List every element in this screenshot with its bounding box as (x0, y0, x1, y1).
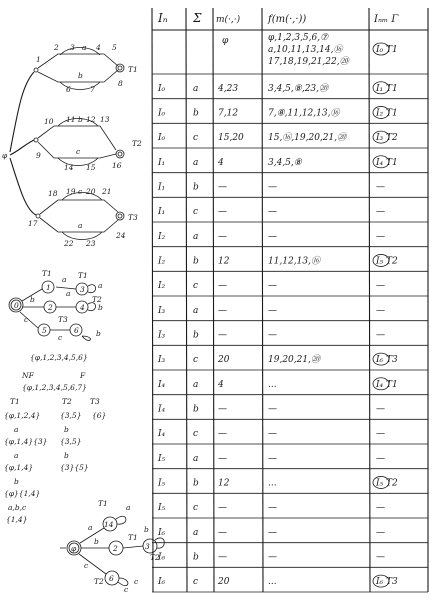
nfa-label: 21 (102, 187, 112, 196)
table-row (152, 207, 428, 222)
table-row (152, 182, 428, 197)
table-row (152, 378, 428, 395)
cell-sigma: c (193, 503, 199, 514)
nfa-node (34, 68, 38, 72)
dfa-diagram-2 (60, 499, 164, 594)
cell-sigma: a (193, 83, 199, 94)
cell-m: 12 (218, 256, 230, 267)
nfa-label: 7 (90, 85, 95, 94)
cell-in: I₄ (158, 429, 166, 440)
note-symbol: a,b,c (8, 503, 27, 512)
nfa-label: 4 (96, 43, 101, 52)
nfa-final-node (116, 212, 124, 220)
note-symbol: b (14, 477, 19, 486)
cell-sigma: b (193, 108, 199, 119)
cell-in: I₂ (158, 231, 166, 242)
cell-in: I₁ (158, 207, 166, 218)
dfa2-state-label: 6 (109, 574, 114, 583)
dfa2-label: T2 (150, 553, 160, 562)
cell-in: I₄ (158, 379, 166, 390)
nfa-t3-label: T3 (128, 213, 138, 222)
cell-in: I₆ (158, 577, 166, 588)
cell-f: — (268, 503, 277, 514)
note-set: {1,4} (6, 515, 28, 524)
cell-m: — (218, 207, 227, 218)
cell-sigma: c (193, 207, 199, 218)
dfa1-state-label: 4 (80, 303, 85, 312)
cell-f: ... (268, 577, 277, 588)
cell-in: I₃ (158, 330, 166, 341)
dfa2-label: c (84, 561, 89, 570)
note-symbol: b (64, 451, 69, 460)
dfa1-label: T3 (58, 315, 68, 324)
dfa1-state-label: 5 (42, 326, 47, 335)
col-line-3 (262, 8, 263, 592)
cell-m: 4 (218, 157, 224, 168)
table-row-initial (222, 33, 398, 67)
initial-f-line-2: a,10,11,13,14,⑯ (268, 45, 343, 55)
nfa-label: 5 (112, 43, 117, 52)
cell-f: — (268, 182, 277, 193)
cell-m: — (218, 404, 227, 415)
cell-sigma: a (193, 379, 199, 390)
table-row (152, 131, 428, 148)
table-row (152, 82, 428, 99)
dfa-diagram-1 (9, 269, 103, 342)
cell-f: — (268, 552, 277, 563)
nfa-final-node (116, 64, 124, 72)
table-row (152, 156, 428, 173)
cell-imt: — (376, 527, 385, 538)
nfa-t1-label: T1 (128, 65, 138, 74)
dfa2-label: T2 (94, 577, 104, 586)
nfa-branch-bot (10, 158, 36, 215)
cell-f: 3,4,5,⑧,23,⑳ (268, 83, 329, 94)
table-row (152, 306, 428, 321)
cell-in: I₂ (158, 256, 166, 267)
initial-f-line-1: φ,1,2,3,5,6,⑦ (268, 33, 329, 43)
note-symbol: a (14, 425, 19, 434)
cell-m: — (218, 453, 227, 464)
nfa-top-component (34, 43, 138, 94)
cell-f: — (268, 330, 277, 341)
dfa2-state-label: 14 (104, 520, 114, 529)
table-rows (152, 74, 428, 592)
cell-imt: I₆ T3 (376, 355, 398, 366)
nfa-node (36, 214, 40, 218)
header-m: m(·,·) (216, 15, 241, 25)
nfa-label: b (78, 115, 83, 124)
cell-m: 4 (218, 379, 224, 390)
nfa-label: 2 (54, 43, 59, 52)
table-row (152, 353, 428, 370)
dfa1-label: T1 (78, 271, 88, 280)
nfa-label: 19 (66, 187, 76, 196)
cell-f: — (268, 231, 277, 242)
dfa1-state-label: 1 (46, 283, 51, 292)
cell-in: I₂ (158, 281, 166, 292)
note-set: {φ,1,4}{3} (4, 437, 48, 446)
dfa1-label: b (96, 329, 101, 338)
dfa1-state-label: 0 (14, 301, 19, 310)
cell-m: 12 (218, 478, 230, 489)
cell-f: — (268, 453, 277, 464)
cell-f: 19,20,21,⑳ (268, 355, 320, 366)
dfa2-state-label: 3 (145, 542, 150, 551)
nfa-label: 8 (118, 79, 123, 88)
cell-sigma: b (193, 182, 199, 193)
cell-in: I₄ (158, 404, 166, 415)
cell-m: — (218, 281, 227, 292)
cell-sigma: a (193, 231, 199, 242)
cell-m: — (218, 552, 227, 563)
cell-sigma: c (193, 355, 199, 366)
cell-f: 15,⑯,19,20,21,⑳ (268, 133, 347, 144)
note-set: {φ}{1,4} (4, 489, 41, 498)
cell-m: — (218, 231, 227, 242)
nfa-label: 16 (112, 161, 122, 170)
nfa-mid-component (34, 115, 142, 172)
dfa1-state-label: 3 (80, 285, 85, 294)
table-row (152, 575, 428, 592)
cell-imt: I₅ T2 (376, 478, 398, 489)
nfa-bot-component (28, 187, 138, 248)
transition-table (152, 8, 428, 592)
note-set: {6} (92, 411, 107, 420)
dfa1-label: T2 (92, 295, 102, 304)
cell-f: ... (268, 379, 277, 390)
nfa-label: 18 (48, 189, 58, 198)
nfa-final-node (116, 150, 124, 158)
cell-in: I₅ (158, 453, 166, 464)
col-line-4 (369, 8, 370, 592)
initial-f-line-3: 17,18,19,21,22,⑳ (268, 57, 349, 67)
cell-sigma: c (193, 429, 199, 440)
partition-notes (4, 353, 106, 524)
nfa-label: c (78, 187, 83, 196)
cell-sigma: a (193, 157, 199, 168)
dfa1-label: a (66, 289, 71, 298)
nfa-start-label: φ (2, 151, 8, 160)
nfa-node (34, 138, 38, 142)
nfa-label: 13 (100, 115, 110, 124)
nfa-label: 22 (64, 239, 74, 248)
cell-imt: — (376, 330, 385, 341)
dfa2-label: c (124, 585, 129, 594)
cell-sigma: c (193, 133, 199, 144)
note-t2: T2 (62, 397, 72, 406)
nfa-edge (38, 54, 118, 68)
nfa-label: c (76, 147, 81, 156)
nfa-label: 3 (70, 43, 75, 52)
col-line-1 (186, 8, 187, 592)
table-row (152, 429, 428, 444)
cell-imt: — (376, 231, 385, 242)
cell-sigma: b (193, 478, 199, 489)
note-nf: NF (22, 371, 34, 380)
cell-imt: I₂ T1 (376, 108, 398, 119)
cell-imt: — (376, 453, 385, 464)
cell-imt: — (376, 404, 385, 415)
table-row (152, 232, 428, 247)
table-row (152, 552, 428, 567)
note-line: {φ,1,2,3,4,5,6} (30, 353, 88, 362)
cell-m: — (218, 429, 227, 440)
cell-f: — (268, 207, 277, 218)
cell-sigma: a (193, 305, 199, 316)
nfa-label: 1 (36, 55, 41, 64)
cell-f: ... (268, 478, 277, 489)
dfa2-loops (116, 516, 166, 588)
cell-m: 7,12 (218, 108, 239, 119)
dfa1-label: T1 (42, 269, 52, 278)
cell-imt: — (376, 207, 385, 218)
nfa-label: a (78, 221, 83, 230)
initial-imt: I₀ T1 (376, 45, 398, 55)
cell-in: I₀ (158, 83, 166, 94)
nfa-label: 10 (44, 117, 54, 126)
dfa2-state-label: 2 (113, 544, 118, 553)
cell-sigma: b (193, 404, 199, 415)
cell-m: 20 (218, 355, 230, 366)
dfa1-label: b (98, 303, 103, 312)
nfa-label: 12 (86, 115, 96, 124)
cell-m: — (218, 503, 227, 514)
cell-m: — (218, 527, 227, 538)
dfa1-state-label: 2 (48, 303, 53, 312)
dfa1-label: a (62, 275, 67, 284)
cell-imt: I₆ T3 (376, 577, 398, 588)
dfa2-state-label: φ (71, 544, 77, 553)
cell-m: 15,20 (218, 133, 244, 144)
nfa-diagram (2, 43, 142, 248)
cell-imt: I₄ T1 (376, 157, 398, 168)
cell-f: — (268, 281, 277, 292)
nfa-final-node-inner (118, 152, 122, 156)
initial-m: φ (222, 36, 229, 46)
nfa-edge (40, 200, 118, 214)
nfa-label: 15 (86, 163, 96, 172)
header-in: Iₙ (158, 11, 168, 25)
note-set: {3,5} (60, 411, 82, 420)
nfa-label: 6 (66, 85, 71, 94)
note-f: F (80, 371, 86, 380)
dfa1-label: c (58, 333, 63, 342)
note-set: {φ,1,2,4} (4, 411, 41, 420)
cell-imt: — (376, 305, 385, 316)
table-row (152, 106, 428, 123)
dfa2-label: T1 (98, 499, 108, 508)
cell-f: — (268, 404, 277, 415)
cell-sigma: b (193, 552, 199, 563)
dfa1-label: b (30, 295, 35, 304)
cell-in: I₅ (158, 478, 166, 489)
cell-m: — (218, 330, 227, 341)
note-set: {3,5} (60, 437, 82, 446)
cell-imt: I₄ T1 (376, 379, 398, 390)
nfa-label: 20 (86, 187, 96, 196)
note-line: {φ,1,2,3,4,5,6,7} (22, 383, 87, 392)
cell-m: 20 (218, 577, 230, 588)
cell-sigma: a (193, 527, 199, 538)
nfa-final-node-inner (118, 66, 122, 70)
cell-sigma: a (193, 453, 199, 464)
cell-imt: — (376, 429, 385, 440)
cell-imt: I₁ T1 (376, 83, 398, 94)
nfa-label: 11 (66, 115, 76, 124)
cell-imt: I₃ T2 (376, 133, 398, 144)
cell-imt: — (376, 281, 385, 292)
cell-m: — (218, 305, 227, 316)
dfa2-label: c (134, 577, 139, 586)
note-symbol: a (14, 451, 19, 460)
table-row (152, 454, 428, 469)
table-row (152, 503, 428, 518)
dfa1-label: a (98, 281, 103, 290)
header-imt: Iₙₘ Γ (374, 14, 399, 25)
table-row (152, 281, 428, 296)
cell-in: I₁ (158, 157, 166, 168)
nfa-label: 9 (36, 151, 41, 160)
table-row (152, 528, 428, 543)
nfa-final-node-inner (118, 214, 122, 218)
cell-in: I₅ (158, 503, 166, 514)
cell-sigma: b (193, 330, 199, 341)
dfa2-label: b (94, 537, 99, 546)
cell-in: I₃ (158, 305, 166, 316)
col-line-2 (213, 8, 214, 592)
cell-f: — (268, 429, 277, 440)
cell-sigma: c (193, 577, 199, 588)
cell-imt: — (376, 552, 385, 563)
note-set: {3}{5} (60, 463, 89, 472)
note-set: {φ,1,4} (4, 463, 34, 472)
cell-imt: — (376, 503, 385, 514)
cell-imt: — (376, 182, 385, 193)
nfa-label: 14 (64, 163, 74, 172)
cell-in: I₁ (158, 182, 166, 193)
table-row (152, 404, 428, 419)
nfa-label: 24 (116, 231, 126, 240)
dfa1-label: c (24, 315, 29, 324)
nfa-branch-top (10, 72, 34, 152)
cell-sigma: b (193, 256, 199, 267)
nfa-label: 17 (28, 219, 38, 228)
cell-f: — (268, 527, 277, 538)
dfa2-label: a (126, 503, 131, 512)
nfa-branch-mid (10, 140, 34, 155)
nfa-t2-label: T2 (132, 139, 142, 148)
note-t1: T1 (10, 397, 20, 406)
cell-m: 4,23 (218, 83, 239, 94)
nfa-label: b (78, 71, 83, 80)
dfa1-state-label: 6 (74, 326, 79, 335)
cell-f: 11,12,13,⑯ (268, 256, 320, 267)
dfa2-label: b (144, 525, 149, 534)
table-row (152, 254, 428, 271)
cell-f: 3,4,5,⑧ (268, 157, 302, 168)
note-t3: T3 (90, 397, 100, 406)
cell-imt: I₅ T2 (376, 256, 398, 267)
cell-in: I₀ (158, 108, 166, 119)
cell-in: I₃ (158, 355, 166, 366)
cell-in: I₆ (158, 527, 166, 538)
cell-in: I₆ (158, 552, 166, 563)
table-row (152, 330, 428, 345)
cell-f: 7,⑧,11,12,13,⑯ (268, 108, 340, 119)
cell-in: I₀ (158, 133, 166, 144)
cell-f: — (268, 305, 277, 316)
nfa-label: a (82, 43, 87, 52)
nfa-label: 23 (86, 239, 96, 248)
cell-sigma: c (193, 281, 199, 292)
dfa2-label: a (88, 523, 93, 532)
dfa2-label: T1 (128, 533, 138, 542)
table-row (152, 476, 428, 493)
note-symbol: b (64, 425, 69, 434)
table-left-border (152, 8, 153, 592)
header-fm: f(m(·,·)) (268, 14, 307, 25)
cell-m: — (218, 182, 227, 193)
header-sigma: Σ (193, 11, 202, 25)
